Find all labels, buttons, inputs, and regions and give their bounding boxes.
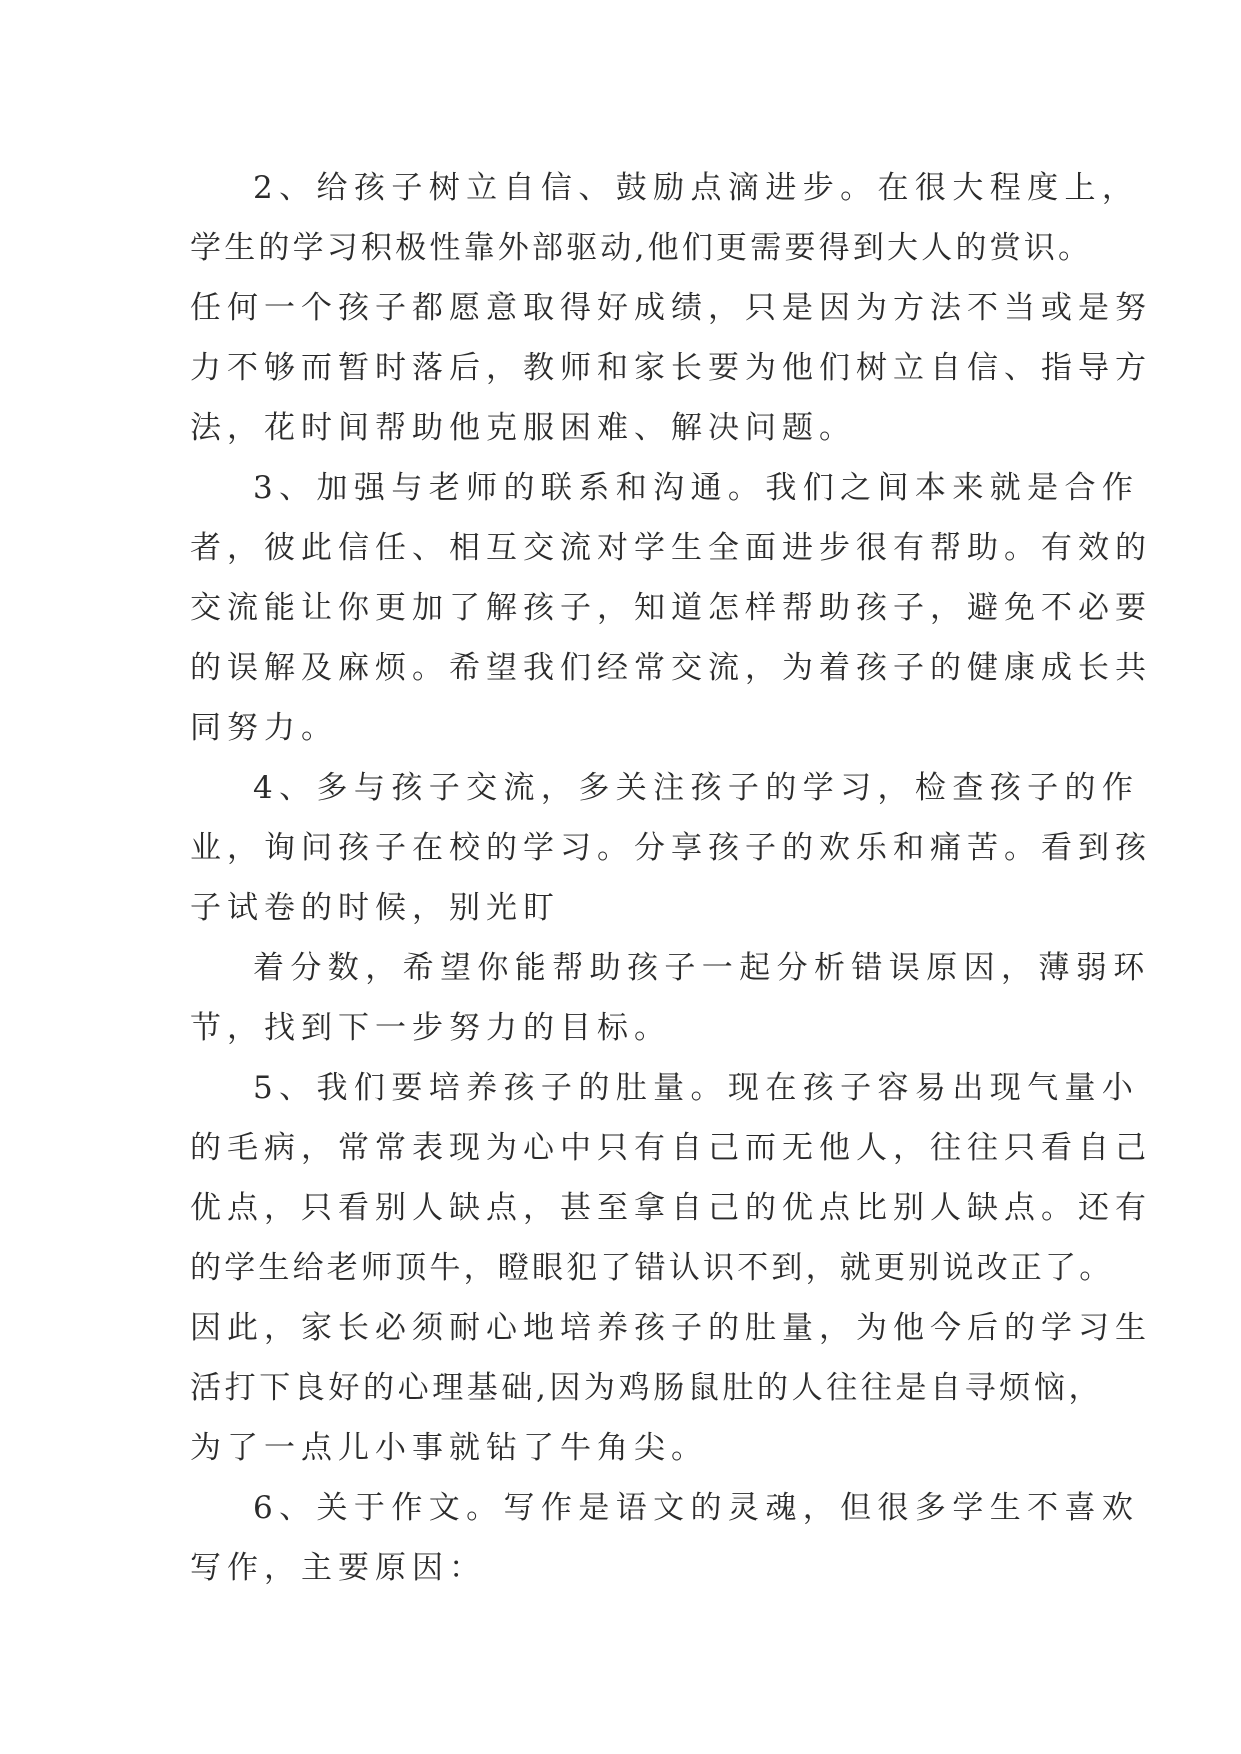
text-line: 的误解及麻烦。希望我们经常交流，为着孩子的健康成长共 [190, 650, 1152, 686]
text-line: 子试卷的时候，别光盯 [190, 890, 560, 926]
text-line: 节，找到下一步努力的目标。 [190, 1010, 671, 1046]
text-line: 的毛病，常常表现为心中只有自己而无他人，往往只看自己 [190, 1130, 1152, 1166]
text-line: 同努力。 [190, 710, 338, 746]
text-line: 着分数，希望你能帮助孩子一起分析错误原因，薄弱环 [253, 950, 1151, 986]
text-line: 因此，家长必须耐心地培养孩子的肚量，为他今后的学习生 [190, 1310, 1152, 1346]
text-line: 5、我们要培养孩子的肚量。现在孩子容易出现气量小 [253, 1070, 1140, 1106]
text-line: 4、多与孩子交流，多关注孩子的学习，检查孩子的作 [253, 770, 1140, 806]
text-line: 的学生给老师顶牛，瞪眼犯了错认识不到，就更别说改正了。 [190, 1250, 1114, 1286]
text-line: 优点，只看别人缺点，甚至拿自己的优点比别人缺点。还有 [190, 1190, 1152, 1226]
text-line: 任何一个孩子都愿意取得好成绩，只是因为方法不当或是努 [190, 290, 1152, 326]
text-line: 为了一点儿小事就钻了牛角尖。 [190, 1430, 708, 1466]
text-line: 活打下良好的心理基础,因为鸡肠鼠肚的人往往是自寻烦恼， [190, 1370, 1104, 1406]
text-line: 交流能让你更加了解孩子，知道怎样帮助孩子，避免不必要 [190, 590, 1152, 626]
text-line: 6、关于作文。写作是语文的灵魂，但很多学生不喜欢 [253, 1490, 1140, 1526]
text-line: 学生的学习积极性靠外部驱动,他们更需要得到大人的赏识。 [190, 230, 1093, 266]
text-line: 者，彼此信任、相互交流对学生全面进步很有帮助。有效的 [190, 530, 1152, 566]
text-line: 写作，主要原因： [190, 1550, 486, 1586]
text-line: 力不够而暂时落后，教师和家长要为他们树立自信、指导方 [190, 350, 1152, 386]
text-line: 法，花时间帮助他克服困难、解决问题。 [190, 410, 856, 446]
text-line: 2、给孩子树立自信、鼓励点滴进步。在很大程度上， [253, 170, 1140, 206]
text-line: 业，询问孩子在校的学习。分享孩子的欢乐和痛苦。看到孩 [190, 830, 1152, 866]
text-line: 3、加强与老师的联系和沟通。我们之间本来就是合作 [253, 470, 1140, 506]
